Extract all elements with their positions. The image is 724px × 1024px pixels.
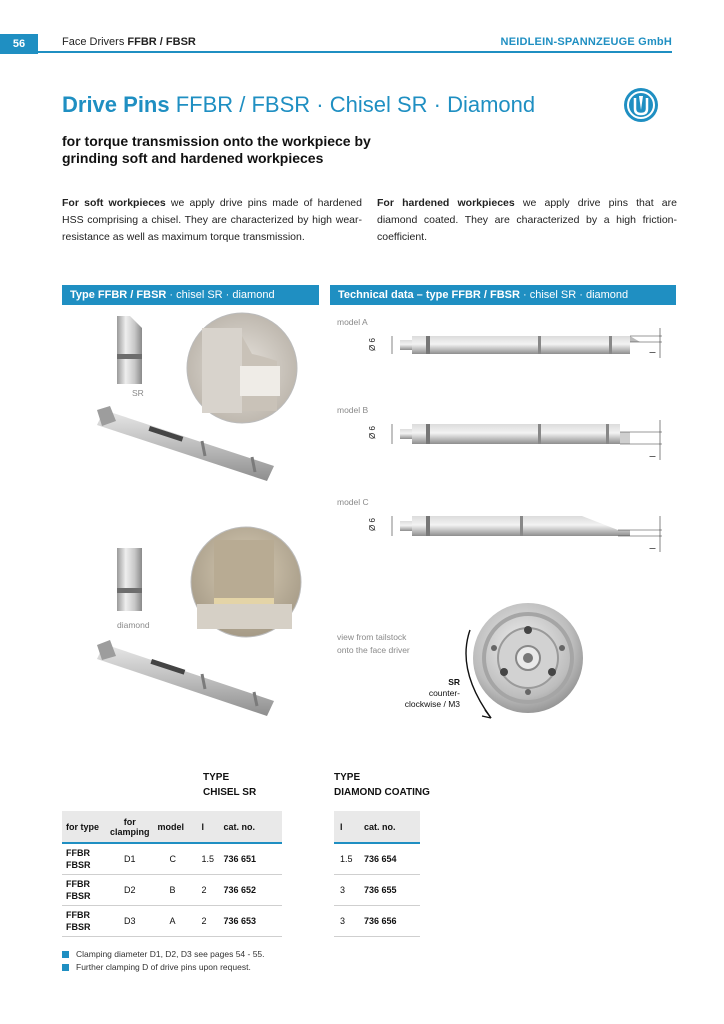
- footnote-text: Clamping diameter D1, D2, D3 see pages 54 - 55.: [76, 949, 265, 959]
- diamond-table-header-row: [334, 811, 420, 843]
- cell-l: 1.5: [334, 843, 360, 874]
- cell-type-2: FBSR: [66, 859, 91, 870]
- type-chisel-heading: [203, 770, 256, 800]
- model-c-label: model C: [337, 497, 369, 507]
- type-diamond-heading: [334, 770, 430, 800]
- intro-soft-paragraph: [62, 195, 362, 246]
- cell-model: A: [154, 905, 198, 936]
- section-bar-type-rest: · chisel SR · diamond: [166, 289, 275, 301]
- cell-cat-no: 736 653: [220, 905, 282, 936]
- intro-hard-text: we apply drive pins that are diamond coated. They are characterized by a high friction-coefficient.: [377, 197, 677, 243]
- section-bar-type-bold: Type FFBR / FBSR: [70, 289, 167, 301]
- cell-l: 3: [334, 874, 360, 905]
- label-sr: SR: [132, 388, 144, 398]
- face-driver-view: [456, 600, 596, 730]
- page-number: 56: [0, 34, 38, 54]
- table-row: [334, 874, 420, 905]
- type-diamond-line2: DIAMOND COATING: [334, 787, 430, 798]
- section-bar-type: [62, 285, 319, 305]
- header-company: NEIDLEIN-SPANNZEUGE GmbH: [500, 36, 672, 48]
- section-bar-technical-rest: · chisel SR · diamond: [519, 289, 629, 301]
- header-section-bold: FFBR / FBSR: [127, 36, 196, 48]
- diamond-pin-closeup: [117, 548, 142, 611]
- brand-logo-icon: [624, 88, 658, 122]
- footnote-item: [62, 961, 265, 974]
- header-section-title: [62, 36, 196, 48]
- sr-note-line2: clockwise / M3: [404, 699, 460, 709]
- cell-model: C: [154, 843, 198, 874]
- model-b-label: model B: [337, 405, 369, 415]
- intro-hard-bold: For hardened workpieces: [377, 197, 515, 209]
- drive-pin-photos: [62, 306, 319, 746]
- footnotes: [62, 948, 265, 974]
- intro-hard-paragraph: [377, 195, 677, 246]
- model-a-drawing: [392, 328, 662, 358]
- model-c-diameter-label: Ø 6: [367, 518, 377, 531]
- cell-type-1: FFBR: [66, 878, 90, 889]
- cell-l: 3: [334, 905, 360, 936]
- sr-rotation-note: [400, 677, 460, 710]
- table-row: [62, 843, 282, 874]
- view-label: [337, 631, 410, 657]
- label-diamond: diamond: [117, 620, 150, 630]
- cell-type: [62, 874, 106, 905]
- chisel-table: [62, 811, 282, 937]
- section-bar-technical: [330, 285, 676, 305]
- cell-clamping: D3: [106, 905, 154, 936]
- view-label-line2: onto the face driver: [337, 645, 410, 655]
- model-b-l-label: l: [648, 455, 658, 458]
- bullet-square-icon: [62, 964, 69, 971]
- header-section-plain: Face Drivers: [62, 36, 128, 48]
- cell-type: [62, 843, 106, 874]
- sr-note-title: SR: [448, 677, 460, 687]
- table-row: [334, 843, 420, 874]
- model-a-l-label: l: [648, 351, 658, 354]
- model-a-diameter-label: Ø 6: [367, 338, 377, 351]
- footnote-item: [62, 948, 265, 961]
- col-l: l: [198, 811, 220, 843]
- diamond-table: [334, 811, 420, 937]
- cell-type-1: FFBR: [66, 909, 90, 920]
- page-subtitle: for torque transmission onto the workpiece by grinding soft and hardened workpieces: [62, 133, 371, 166]
- table-row: [62, 905, 282, 936]
- col-cat-no: cat. no.: [220, 811, 282, 843]
- header-rule: [0, 51, 672, 53]
- type-chisel-line2: CHISEL SR: [203, 787, 257, 798]
- cell-cat-no: 736 655: [360, 874, 420, 905]
- col-l: l: [334, 811, 360, 843]
- cell-cat-no: 736 654: [360, 843, 420, 874]
- intro-soft-bold: For soft workpieces: [62, 197, 166, 209]
- footnote-text: Further clamping D of drive pins upon request.: [76, 962, 251, 972]
- cell-l: 2: [198, 874, 220, 905]
- model-c-l-label: l: [648, 547, 658, 550]
- cell-type-1: FFBR: [66, 847, 90, 858]
- page-title: [62, 92, 535, 118]
- col-model: model: [154, 811, 198, 843]
- diamond-long-pin: [97, 640, 274, 716]
- cell-cat-no: 736 652: [220, 874, 282, 905]
- intro-soft-text: we apply drive pins made of hardened HSS comprising a chisel. They are characterized by high wear-resistance as well as maximum torque transmission.: [62, 197, 362, 243]
- cell-l: 2: [198, 905, 220, 936]
- table-row: [62, 874, 282, 905]
- cell-model: B: [154, 874, 198, 905]
- col-for-type: for type: [62, 811, 106, 843]
- col-for-clamping: for clamping: [106, 811, 154, 843]
- cell-cat-no: 736 651: [220, 843, 282, 874]
- section-bar-technical-bold: Technical data – type FFBR / FBSR: [338, 289, 520, 301]
- type-chisel-line1: TYPE: [203, 772, 230, 783]
- model-c-drawing: [392, 516, 662, 552]
- cell-clamping: D2: [106, 874, 154, 905]
- cell-type-2: FBSR: [66, 921, 91, 932]
- sr-pin-closeup: [117, 316, 142, 384]
- model-b-diameter-label: Ø 6: [367, 426, 377, 439]
- cell-l: 1.5: [198, 843, 220, 874]
- cell-type: [62, 905, 106, 936]
- view-label-line1: view from tailstock: [337, 632, 407, 642]
- col-cat-no: cat. no.: [360, 811, 420, 843]
- model-b-drawing: [392, 420, 662, 460]
- diamond-zoom-circle: [191, 527, 301, 637]
- sr-note-line1: counter-: [428, 688, 460, 698]
- sr-zoom-circle: [187, 313, 297, 423]
- model-a-label: model A: [337, 317, 368, 327]
- cell-type-2: FBSR: [66, 890, 91, 901]
- chisel-table-header-row: [62, 811, 282, 843]
- cell-cat-no: 736 656: [360, 905, 420, 936]
- page-title-bold: Drive Pins: [62, 92, 170, 117]
- table-row: [334, 905, 420, 936]
- model-drawings: [380, 320, 670, 560]
- page-title-rest: FFBR / FBSR · Chisel SR · Diamond: [169, 92, 536, 117]
- bullet-square-icon: [62, 951, 69, 958]
- type-diamond-line1: TYPE: [334, 772, 361, 783]
- cell-clamping: D1: [106, 843, 154, 874]
